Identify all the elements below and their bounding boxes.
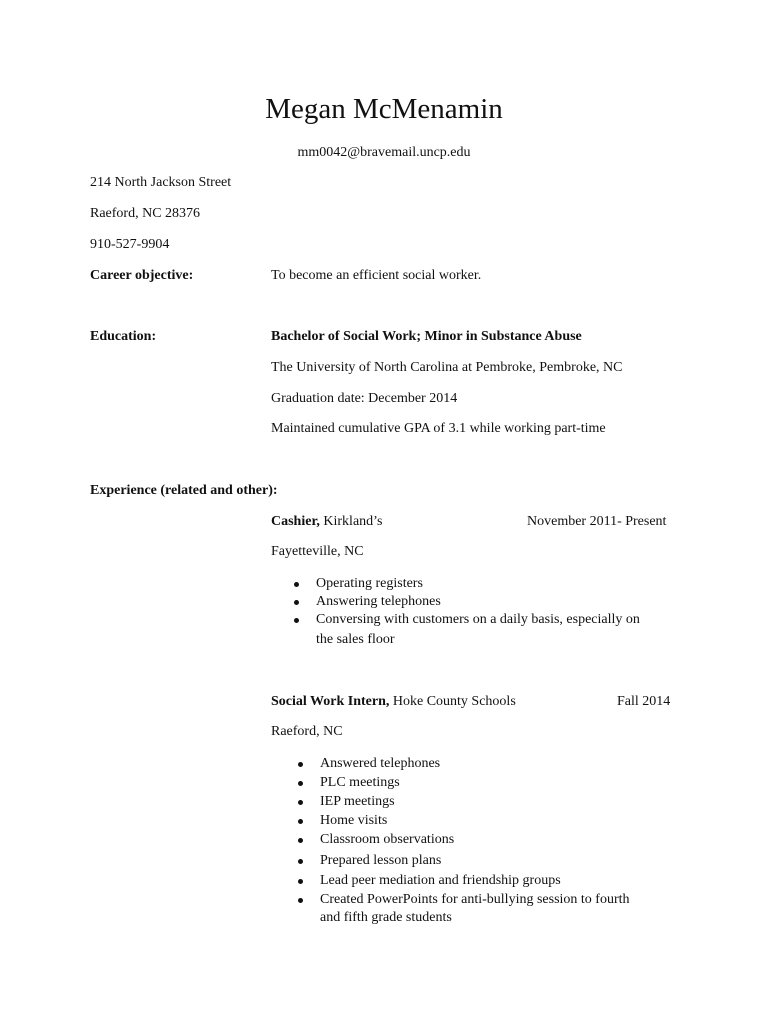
job-location: Fayetteville, NC — [271, 544, 364, 559]
list-item: Conversing with customers on a daily basis, especially on — [316, 612, 640, 627]
experience-label: Experience (related and other): — [90, 483, 278, 498]
job-employer: Hoke County Schools — [392, 694, 516, 709]
job-title: Cashier, — [271, 514, 320, 529]
email-text: mm0042@bravemail.uncp.edu — [297, 145, 471, 160]
job-dates: November 2011- Present — [527, 514, 667, 529]
job-title: Social Work Intern, — [271, 694, 390, 709]
job-duties-list — [316, 575, 640, 629]
list-item: Classroom observations — [320, 831, 630, 852]
education-label: Education: — [90, 329, 157, 344]
objective-label: Career objective: — [90, 268, 194, 283]
city-state-zip: Raeford, NC 28376 — [90, 206, 201, 221]
degree-text: Bachelor of Social Work; Minor in Substance Abuse — [271, 329, 582, 344]
list-item: IEP meetings — [320, 793, 630, 812]
graduation-text: Graduation date: December 2014 — [271, 391, 458, 406]
list-item: Prepared lesson plans — [320, 852, 630, 872]
list-item: Home visits — [320, 812, 630, 831]
list-item-continuation: and fifth grade students — [320, 910, 452, 925]
list-item: Answered telephones — [320, 755, 630, 774]
list-item-continuation: the sales floor — [316, 632, 395, 647]
list-item: PLC meetings — [320, 774, 630, 793]
school-text: The University of North Carolina at Pembroke, Pembroke, NC — [271, 360, 623, 375]
job-location: Raeford, NC — [271, 724, 343, 739]
street-address: 214 North Jackson Street — [90, 175, 232, 190]
job-heading — [271, 693, 516, 711]
phone-number: 910-527-9904 — [90, 237, 170, 252]
job-heading — [271, 513, 383, 531]
job-dates: Fall 2014 — [617, 694, 671, 709]
list-item: Lead peer mediation and friendship groups — [320, 872, 630, 891]
gpa-text: Maintained cumulative GPA of 3.1 while working part-time — [271, 421, 606, 436]
job-duties-list — [320, 755, 630, 909]
list-item: Created PowerPoints for anti-bullying session to fourth — [320, 892, 630, 907]
job-employer: Kirkland’s — [323, 514, 383, 529]
list-item: Answering telephones — [316, 593, 640, 611]
objective-text: To become an efficient social worker. — [271, 268, 482, 283]
resume-name: Megan McMenamin — [265, 93, 503, 125]
list-item: Operating registers — [316, 575, 640, 593]
